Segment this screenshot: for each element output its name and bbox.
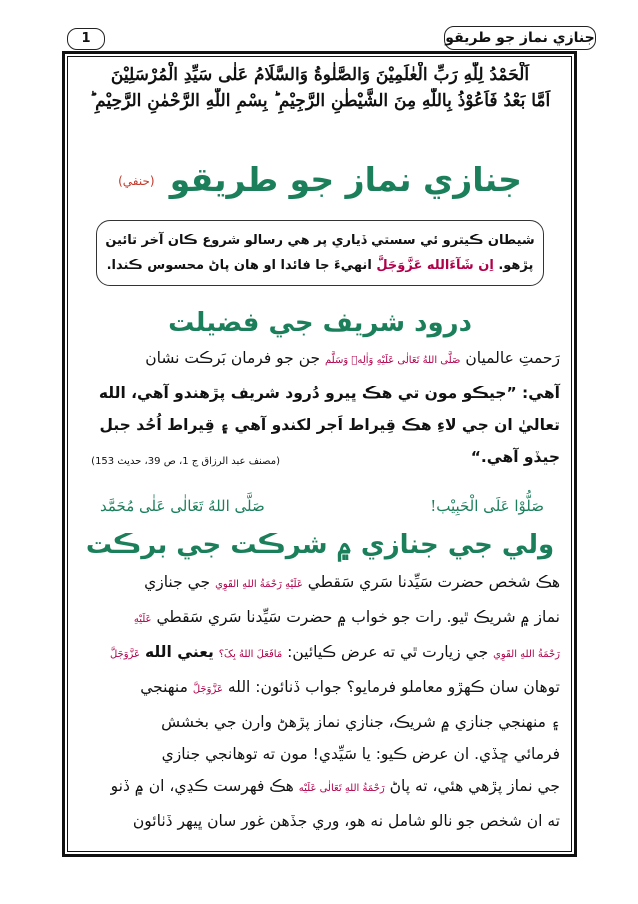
honorific: عَلَيْهِ	[133, 614, 152, 625]
section-title-durood-virtue: درود شريف جي فضيلت	[168, 308, 472, 338]
honorific: عَزَّوَجَلَّ	[192, 684, 223, 695]
inshallah-phrase: اِن شَآءَالله عَزَّوَجَلَّ	[376, 258, 494, 273]
para2-l3-mid: جي زيارت ٿي ته عرض ڪيائين:	[287, 643, 489, 661]
funeral-story-paragraph	[78, 566, 560, 837]
para1-line-3: تعاليٰ ان جي لاءِ هڪ قِيراط اَجر لکندو آهي ۽ قِيراط اُحُد جبل	[99, 416, 560, 434]
honorific: صَلَّى اللهُ تَعَالٰى عَلَيْهِ وَاٰلِهٖ وَسَلَّم	[325, 355, 461, 366]
para2-l7-post: هڪ فهرست ڪڍي، ان ۾ ڏنو	[110, 777, 294, 795]
para2-l7-pre: جي نماز پڙهي هئي، ته پاڻ	[389, 777, 560, 795]
para1-l1-pre: رَحمتِ عالميان	[465, 349, 560, 367]
para1-line-4: جيڏو آهي.“	[470, 448, 560, 466]
para2-line-4	[78, 671, 560, 706]
para2-l4-post: منهنجي	[140, 678, 188, 696]
para2-line-7	[78, 770, 560, 805]
durood-call: صَلُّوْا عَلَى الْحَبِيْب!	[430, 497, 544, 515]
opening-calligraphy	[80, 62, 560, 114]
para1-line-1	[78, 342, 560, 377]
para2-line-6: فرمائي ڇڏي. ان عرض ڪيو: يا سَيِّدي! مون ته توهانجي جنازي	[161, 745, 560, 763]
para2-line-3	[78, 636, 560, 671]
opening-line-2: اَمَّا بَعْدُ فَاَعُوْذُ بِاللّٰهِ مِنَ الشَّيْطٰنِ الرَّجِيْمِ ؕ بِسْمِ اللّٰهِ الرَّحْمٰنِ الرَّحِيْمِ ؕ	[89, 91, 551, 111]
para2-l1-post: جي جنازي	[144, 573, 211, 591]
para2-l3-post: يعني الله	[144, 643, 214, 661]
title-school: (حنفي)	[118, 173, 155, 188]
para2-l1-pre: هڪ شخص حضرت سَيِّدنا سَري سَقطي	[307, 573, 560, 591]
honorific: عَلَيْهِ رَحْمَةُ اللهِ القَوِي	[215, 579, 303, 590]
durood-response: صَلَّى اللهُ تَعَالٰى عَلٰى مُحَمَّد	[100, 497, 265, 515]
para1-line-2: آهي: ”جيڪو مون تي هڪ ڀيرو دُرود شريف پڙهندو آهي، الله	[98, 384, 560, 402]
durood-line	[80, 497, 560, 521]
para2-line-5: ۽ منهنجي جنازي ۾ شريڪ، جنازي نماز پڙهڻ وارن جي بخشش	[161, 713, 560, 731]
para2-l2-pre: نماز ۾ شريڪ ٿيو. رات جو خواب ۾ حضرت سَيِّدنا سَري سَقطي	[156, 608, 560, 626]
section-title-funeral-blessing: ولي جي جنازي ۾ شرڪت جي برڪت	[85, 530, 555, 560]
para2-line-1	[78, 566, 560, 601]
para2-l4-pre: توهان سان ڪهڙو معاملو فرمايو؟ جواب ڏنائون: الله	[227, 678, 560, 696]
page-title	[80, 160, 560, 199]
para2-line-8: ته ان شخص جو نالو شامل نه هو، وري جڏهن غور سان ڀيهر ڏٺائون	[132, 812, 560, 830]
honorific: عَزَّوَجَلَّ	[109, 649, 141, 660]
intro-read: پڙهو.	[498, 258, 534, 273]
page-number: 1	[67, 28, 105, 50]
intro-line-1: شيطان ڪيترو ئي سستي ڏياري پر هي رسالو شروع ڪان آخر تائين	[105, 233, 535, 248]
hadith-reference: (مصنف عبد الرزاق ج 1، ص 39، حديث 153)	[91, 456, 280, 467]
honorific: رَحْمَةُ اللهِ تَعَالٰى عَلَيْه	[298, 783, 385, 794]
arabic-question: مَافَعَلَ اللهُ بِکَ؟	[218, 649, 283, 660]
honorific: رَحْمَةُ اللهِ القَوِي	[493, 649, 560, 660]
para2-line-2	[78, 601, 560, 636]
durood-virtue-paragraph	[78, 342, 560, 473]
title-text: جنازي نماز جو طريقو	[169, 160, 522, 199]
page-header	[0, 0, 638, 50]
intro-line-2	[97, 253, 543, 278]
running-title: جنازي نماز جو طريقو	[444, 26, 596, 50]
intro-benefit: انهيءَ جا فائدا او هان پاڻ محسوس ڪندا.	[106, 258, 372, 273]
intro-box	[96, 220, 544, 286]
opening-line-1: اَلْحَمْدُ لِلّٰهِ رَبِّ الْعٰلَمِيْنَ وَالصَّلٰوةُ وَالسَّلَامُ عَلٰى سَيِّدِ الْمُرْسَلِيْنَ	[110, 65, 530, 85]
para1-l1-post: جن جو فرمان بَرڪت نشان	[145, 349, 321, 367]
